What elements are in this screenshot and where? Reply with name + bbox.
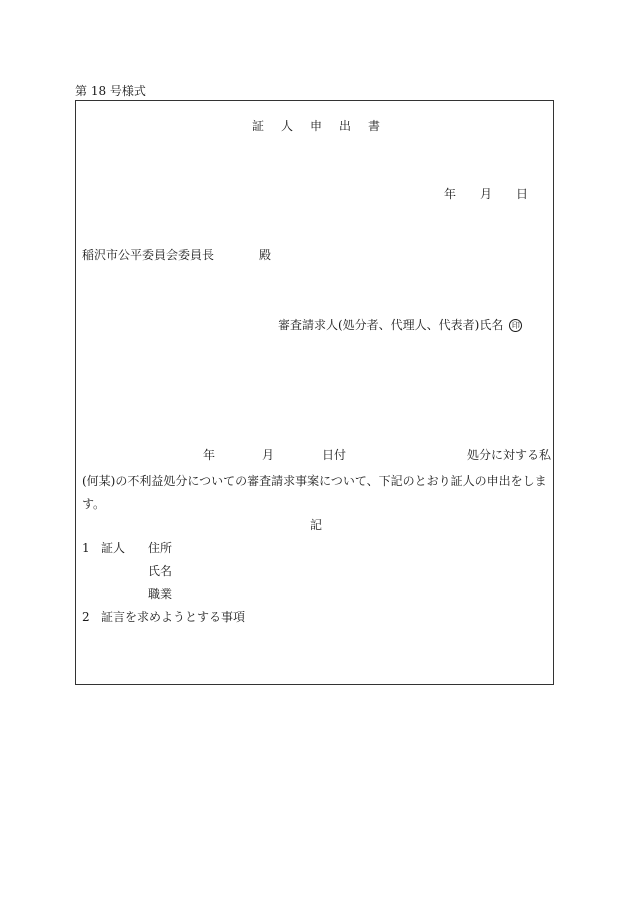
- title-char: 証: [252, 119, 265, 133]
- title-char: 人: [281, 119, 294, 133]
- addressee-honorific: 殿: [259, 248, 272, 262]
- body-action: 処分に対する私: [467, 448, 552, 462]
- body-month: 月: [262, 448, 275, 462]
- title-char: 書: [368, 119, 381, 133]
- title-char: 出: [339, 119, 352, 133]
- seal-mark: 印: [509, 319, 522, 332]
- item1-label: 証人: [101, 541, 126, 555]
- address-label: 住所: [148, 541, 173, 555]
- name-label: 氏名: [148, 564, 173, 578]
- body-paragraph: (何某)の不利益処分についての審査請求事案について、下記のとおり証人の申出をします。: [82, 474, 547, 511]
- item2-label: 証言を求めようとする事項: [101, 610, 246, 624]
- date-year: 年: [444, 187, 457, 201]
- title-char: 申: [310, 119, 323, 133]
- item1-number: 1: [82, 541, 90, 555]
- form-number: 第 18 号様式: [75, 84, 146, 98]
- body-year: 年: [203, 448, 216, 462]
- addressee-name: 稲沢市公平委員会委員長: [82, 248, 215, 262]
- body-date: 日付: [322, 448, 347, 462]
- occupation-label: 職業: [148, 587, 173, 601]
- requester-label: 審査請求人(処分者、代理人、代表者)氏名: [278, 318, 504, 332]
- date-month: 月: [480, 187, 493, 201]
- item2-number: 2: [82, 610, 90, 624]
- ki-heading: 記: [310, 518, 323, 532]
- date-day: 日: [516, 187, 529, 201]
- requester-line: [278, 319, 522, 332]
